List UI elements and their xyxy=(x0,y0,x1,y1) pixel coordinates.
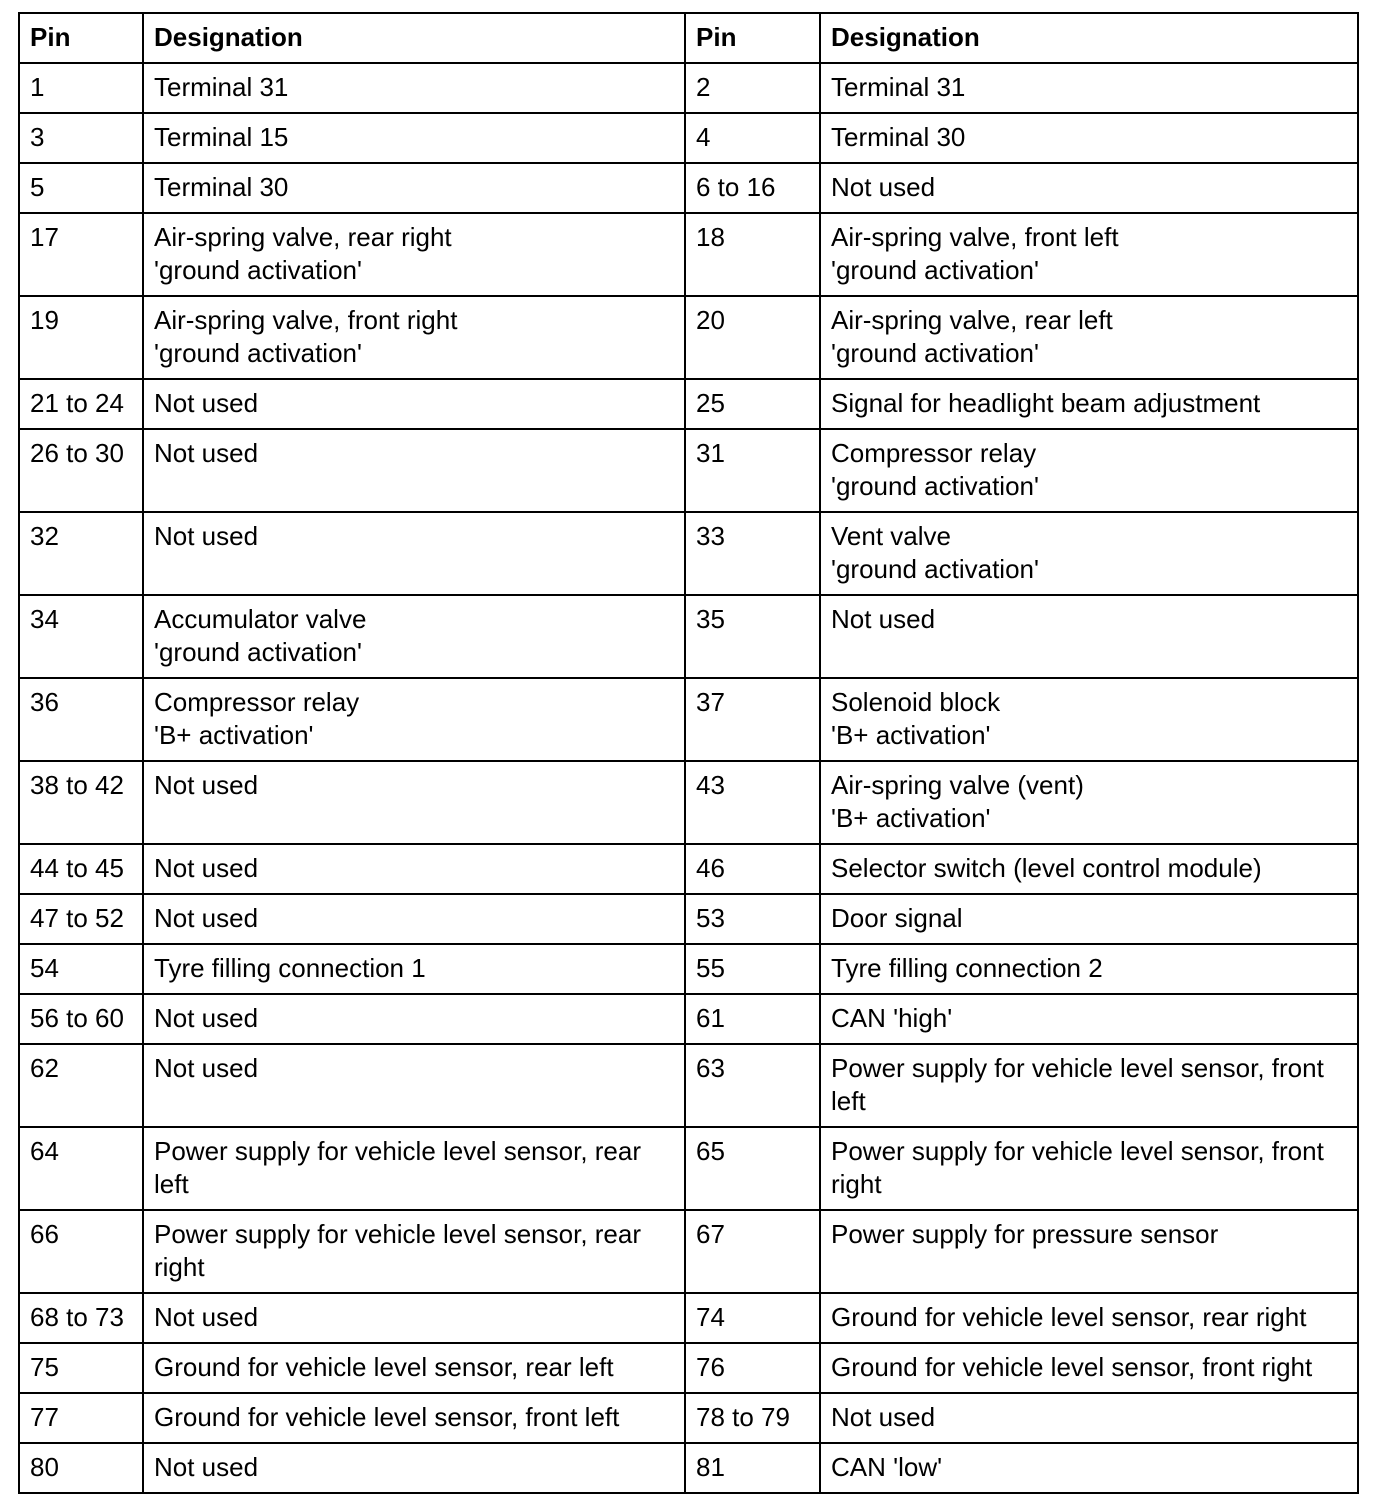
table-row xyxy=(19,595,1358,678)
designation-cell-right: Signal for headlight beam adjustment xyxy=(820,379,1358,429)
designation-cell-right: Power supply for vehicle level sensor, front right xyxy=(820,1127,1358,1210)
designation-cell-left: Not used xyxy=(143,894,685,944)
designation-cell-left: Not used xyxy=(143,994,685,1044)
table-row xyxy=(19,1343,1358,1393)
designation-cell-right: CAN 'low' xyxy=(820,1443,1358,1493)
pin-cell-right: 63 xyxy=(685,1044,820,1127)
pin-cell-right: 6 to 16 xyxy=(685,163,820,213)
designation-cell-right: Air-spring valve, front left 'ground activation' xyxy=(820,213,1358,296)
pin-cell-right: 76 xyxy=(685,1343,820,1393)
pin-cell-left: 19 xyxy=(19,296,143,379)
pin-cell-right: 53 xyxy=(685,894,820,944)
designation-cell-right: Not used xyxy=(820,163,1358,213)
pin-cell-right: 33 xyxy=(685,512,820,595)
pin-cell-left: 77 xyxy=(19,1393,143,1443)
pin-cell-right: 2 xyxy=(685,63,820,113)
designation-cell-right: Power supply for vehicle level sensor, front left xyxy=(820,1044,1358,1127)
designation-cell-right: Power supply for pressure sensor xyxy=(820,1210,1358,1293)
designation-cell-right: Not used xyxy=(820,595,1358,678)
table-row xyxy=(19,1210,1358,1293)
pin-cell-right: 67 xyxy=(685,1210,820,1293)
table-row xyxy=(19,1443,1358,1493)
table-row xyxy=(19,163,1358,213)
pin-cell-left: 3 xyxy=(19,113,143,163)
pin-cell-left: 66 xyxy=(19,1210,143,1293)
header-row xyxy=(19,13,1358,63)
pin-cell-right: 20 xyxy=(685,296,820,379)
designation-cell-left: Not used xyxy=(143,844,685,894)
pin-cell-right: 35 xyxy=(685,595,820,678)
designation-cell-left: Not used xyxy=(143,761,685,844)
designation-cell-left: Terminal 30 xyxy=(143,163,685,213)
designation-cell-right: CAN 'high' xyxy=(820,994,1358,1044)
designation-cell-right: Air-spring valve (vent) 'B+ activation' xyxy=(820,761,1358,844)
designation-cell-left: Not used xyxy=(143,379,685,429)
pin-cell-left: 54 xyxy=(19,944,143,994)
pin-cell-right: 55 xyxy=(685,944,820,994)
table-row xyxy=(19,894,1358,944)
table-row xyxy=(19,213,1358,296)
designation-cell-right: Vent valve 'ground activation' xyxy=(820,512,1358,595)
designation-cell-left: Not used xyxy=(143,1443,685,1493)
designation-cell-left: Ground for vehicle level sensor, front left xyxy=(143,1393,685,1443)
pin-cell-right: 18 xyxy=(685,213,820,296)
table-row xyxy=(19,678,1358,761)
table-row xyxy=(19,512,1358,595)
designation-cell-right: Ground for vehicle level sensor, rear right xyxy=(820,1293,1358,1343)
header-pin-right: Pin xyxy=(685,13,820,63)
designation-cell-right: Ground for vehicle level sensor, front right xyxy=(820,1343,1358,1393)
designation-cell-left: Ground for vehicle level sensor, rear left xyxy=(143,1343,685,1393)
pin-cell-left: 5 xyxy=(19,163,143,213)
table-row xyxy=(19,113,1358,163)
designation-cell-right: Terminal 30 xyxy=(820,113,1358,163)
designation-cell-left: Not used xyxy=(143,1293,685,1343)
pin-assignment-table xyxy=(18,12,1359,1494)
header-designation-left: Designation xyxy=(143,13,685,63)
designation-cell-right: Terminal 31 xyxy=(820,63,1358,113)
designation-cell-right: Air-spring valve, rear left 'ground activation' xyxy=(820,296,1358,379)
designation-cell-left: Tyre filling connection 1 xyxy=(143,944,685,994)
header-pin-left: Pin xyxy=(19,13,143,63)
table-row xyxy=(19,1393,1358,1443)
designation-cell-right: Solenoid block 'B+ activation' xyxy=(820,678,1358,761)
header-designation-right: Designation xyxy=(820,13,1358,63)
designation-cell-left: Terminal 15 xyxy=(143,113,685,163)
designation-cell-right: Door signal xyxy=(820,894,1358,944)
table-row xyxy=(19,296,1358,379)
pin-cell-left: 56 to 60 xyxy=(19,994,143,1044)
pin-cell-right: 25 xyxy=(685,379,820,429)
pin-cell-right: 43 xyxy=(685,761,820,844)
pin-cell-left: 44 to 45 xyxy=(19,844,143,894)
designation-cell-left: Not used xyxy=(143,512,685,595)
designation-cell-left: Compressor relay 'B+ activation' xyxy=(143,678,685,761)
table-row xyxy=(19,379,1358,429)
pin-cell-left: 64 xyxy=(19,1127,143,1210)
pin-cell-right: 74 xyxy=(685,1293,820,1343)
designation-cell-right: Compressor relay 'ground activation' xyxy=(820,429,1358,512)
designation-cell-right: Tyre filling connection 2 xyxy=(820,944,1358,994)
designation-cell-left: Power supply for vehicle level sensor, rear right xyxy=(143,1210,685,1293)
table-row xyxy=(19,944,1358,994)
pin-cell-left: 34 xyxy=(19,595,143,678)
pin-cell-left: 21 to 24 xyxy=(19,379,143,429)
designation-cell-left: Not used xyxy=(143,429,685,512)
pin-cell-left: 32 xyxy=(19,512,143,595)
pin-cell-right: 31 xyxy=(685,429,820,512)
table-row xyxy=(19,844,1358,894)
pin-cell-left: 26 to 30 xyxy=(19,429,143,512)
pin-cell-left: 1 xyxy=(19,63,143,113)
pin-cell-right: 61 xyxy=(685,994,820,1044)
table-row xyxy=(19,1127,1358,1210)
pin-cell-left: 38 to 42 xyxy=(19,761,143,844)
table-row xyxy=(19,994,1358,1044)
pin-cell-right: 78 to 79 xyxy=(685,1393,820,1443)
pin-cell-left: 75 xyxy=(19,1343,143,1393)
designation-cell-right: Selector switch (level control module) xyxy=(820,844,1358,894)
table-row xyxy=(19,429,1358,512)
table-row xyxy=(19,1293,1358,1343)
pin-cell-right: 4 xyxy=(685,113,820,163)
table-row xyxy=(19,63,1358,113)
designation-cell-right: Not used xyxy=(820,1393,1358,1443)
designation-cell-left: Air-spring valve, rear right 'ground activation' xyxy=(143,213,685,296)
pin-cell-right: 37 xyxy=(685,678,820,761)
table-row xyxy=(19,1044,1358,1127)
pin-cell-left: 47 to 52 xyxy=(19,894,143,944)
pin-cell-right: 81 xyxy=(685,1443,820,1493)
designation-cell-left: Accumulator valve 'ground activation' xyxy=(143,595,685,678)
designation-cell-left: Air-spring valve, front right 'ground activation' xyxy=(143,296,685,379)
pin-cell-left: 80 xyxy=(19,1443,143,1493)
table-row xyxy=(19,761,1358,844)
designation-cell-left: Power supply for vehicle level sensor, rear left xyxy=(143,1127,685,1210)
pin-cell-left: 36 xyxy=(19,678,143,761)
designation-cell-left: Not used xyxy=(143,1044,685,1127)
designation-cell-left: Terminal 31 xyxy=(143,63,685,113)
pin-cell-right: 46 xyxy=(685,844,820,894)
pin-cell-left: 68 to 73 xyxy=(19,1293,143,1343)
pin-cell-right: 65 xyxy=(685,1127,820,1210)
pin-cell-left: 62 xyxy=(19,1044,143,1127)
pin-cell-left: 17 xyxy=(19,213,143,296)
